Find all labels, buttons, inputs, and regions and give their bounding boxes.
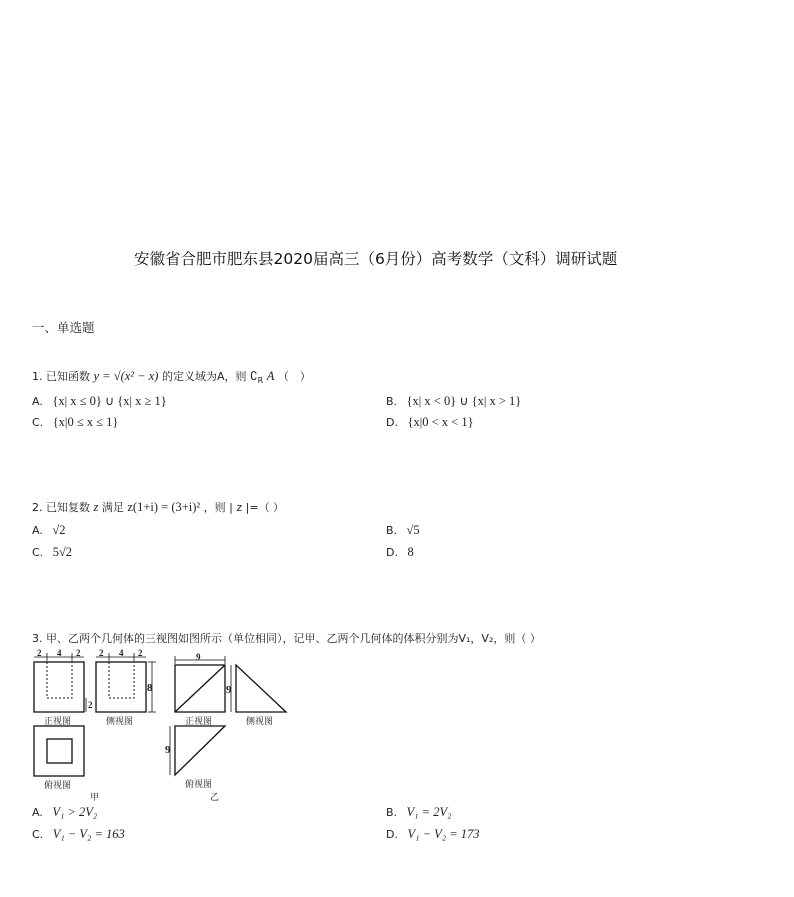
option-key: D. bbox=[386, 416, 398, 429]
question-1-prefix: 1. 已知函数 bbox=[32, 370, 90, 383]
option-key: C. bbox=[32, 416, 44, 429]
option-text: V₁ > 2V₂ bbox=[52, 805, 98, 819]
yi-front-label: 正视图 bbox=[185, 716, 213, 726]
question-2-var: z bbox=[93, 500, 99, 514]
jia-name: 甲 bbox=[90, 792, 100, 802]
option-key: A. bbox=[32, 395, 43, 408]
option-text: {x|0 < x < 1} bbox=[407, 415, 474, 429]
q3-option-b[interactable] bbox=[386, 805, 451, 820]
question-1-paren: （ ） bbox=[277, 370, 311, 383]
q3-option-c[interactable] bbox=[32, 827, 125, 842]
option-text: {x| x ≤ 0} ∪ {x| x ≥ 1} bbox=[52, 394, 167, 408]
option-text: V₁ − V₂ = 163 bbox=[52, 827, 125, 841]
option-key: B. bbox=[386, 806, 398, 819]
option-key: D. bbox=[386, 828, 398, 841]
option-key: A. bbox=[32, 806, 43, 819]
dim-label: 2 bbox=[76, 648, 81, 658]
dim-label: 4 bbox=[57, 648, 62, 658]
dim-label: 2 bbox=[138, 648, 143, 658]
option-text: √5 bbox=[406, 523, 420, 537]
option-key: C. bbox=[32, 546, 44, 559]
option-text: 8 bbox=[407, 545, 414, 559]
dim-label: 2 bbox=[99, 648, 104, 658]
option-text: V₁ = 2V₂ bbox=[406, 805, 452, 819]
option-text: √2 bbox=[52, 523, 66, 537]
question-1-middle: 的定义域为A，则 bbox=[161, 370, 247, 383]
question-2-prefix: 2. 已知复数 bbox=[32, 501, 90, 514]
dim-label: 9 bbox=[165, 744, 171, 756]
option-key: D. bbox=[386, 546, 398, 559]
question-2-tail: ，则 | z |=（ ） bbox=[203, 501, 285, 514]
option-key: A. bbox=[32, 524, 43, 537]
option-text: 5√2 bbox=[52, 545, 73, 559]
option-text: {x| x < 0} ∪ {x| x > 1} bbox=[406, 394, 522, 408]
section-heading: 一、单选题 bbox=[32, 320, 95, 335]
question-1-var: A bbox=[266, 369, 275, 383]
option-key: C. bbox=[32, 828, 44, 841]
jia-side-label: 侧视图 bbox=[106, 716, 134, 726]
option-text: V₁ − V₂ = 173 bbox=[407, 827, 480, 841]
dim-label: 2 bbox=[88, 700, 93, 710]
option-key: B. bbox=[386, 395, 398, 408]
yi-side-label: 侧视图 bbox=[246, 716, 274, 726]
yi-top-label: 俯视图 bbox=[185, 779, 213, 789]
complement-symbol: ∁ bbox=[249, 369, 258, 383]
question-3: 3. 甲、乙两个几何体的三视图如图所示（单位相同），记甲、乙两个几何体的体积分别为V₁，V₂，则（ ） bbox=[32, 632, 541, 645]
dim-label: 4 bbox=[119, 648, 124, 658]
question-2-middle: 满足 bbox=[101, 501, 124, 514]
complement-subscript: R bbox=[257, 376, 264, 386]
option-text: {x|0 ≤ x ≤ 1} bbox=[52, 415, 119, 429]
option-key: B. bbox=[386, 524, 398, 537]
page-title: 安徽省合肥市肥东县2020届高三（6月份）高考数学（文科）调研试题 bbox=[134, 250, 618, 268]
dim-label: 9 bbox=[226, 684, 232, 696]
q3-option-a[interactable] bbox=[32, 805, 97, 820]
jia-front-label: 正视图 bbox=[44, 716, 72, 726]
yi-name: 乙 bbox=[210, 792, 220, 802]
q3-option-d[interactable] bbox=[386, 827, 480, 842]
dim-label: 8 bbox=[147, 682, 153, 694]
jia-top-label: 俯视图 bbox=[44, 780, 72, 790]
dim-label: 9 bbox=[196, 652, 201, 662]
question-1-function: y = √(x² − x) bbox=[93, 369, 159, 383]
dim-label: 2 bbox=[37, 648, 42, 658]
question-2-equation: z(1+i) = (3+i)² bbox=[127, 500, 201, 514]
